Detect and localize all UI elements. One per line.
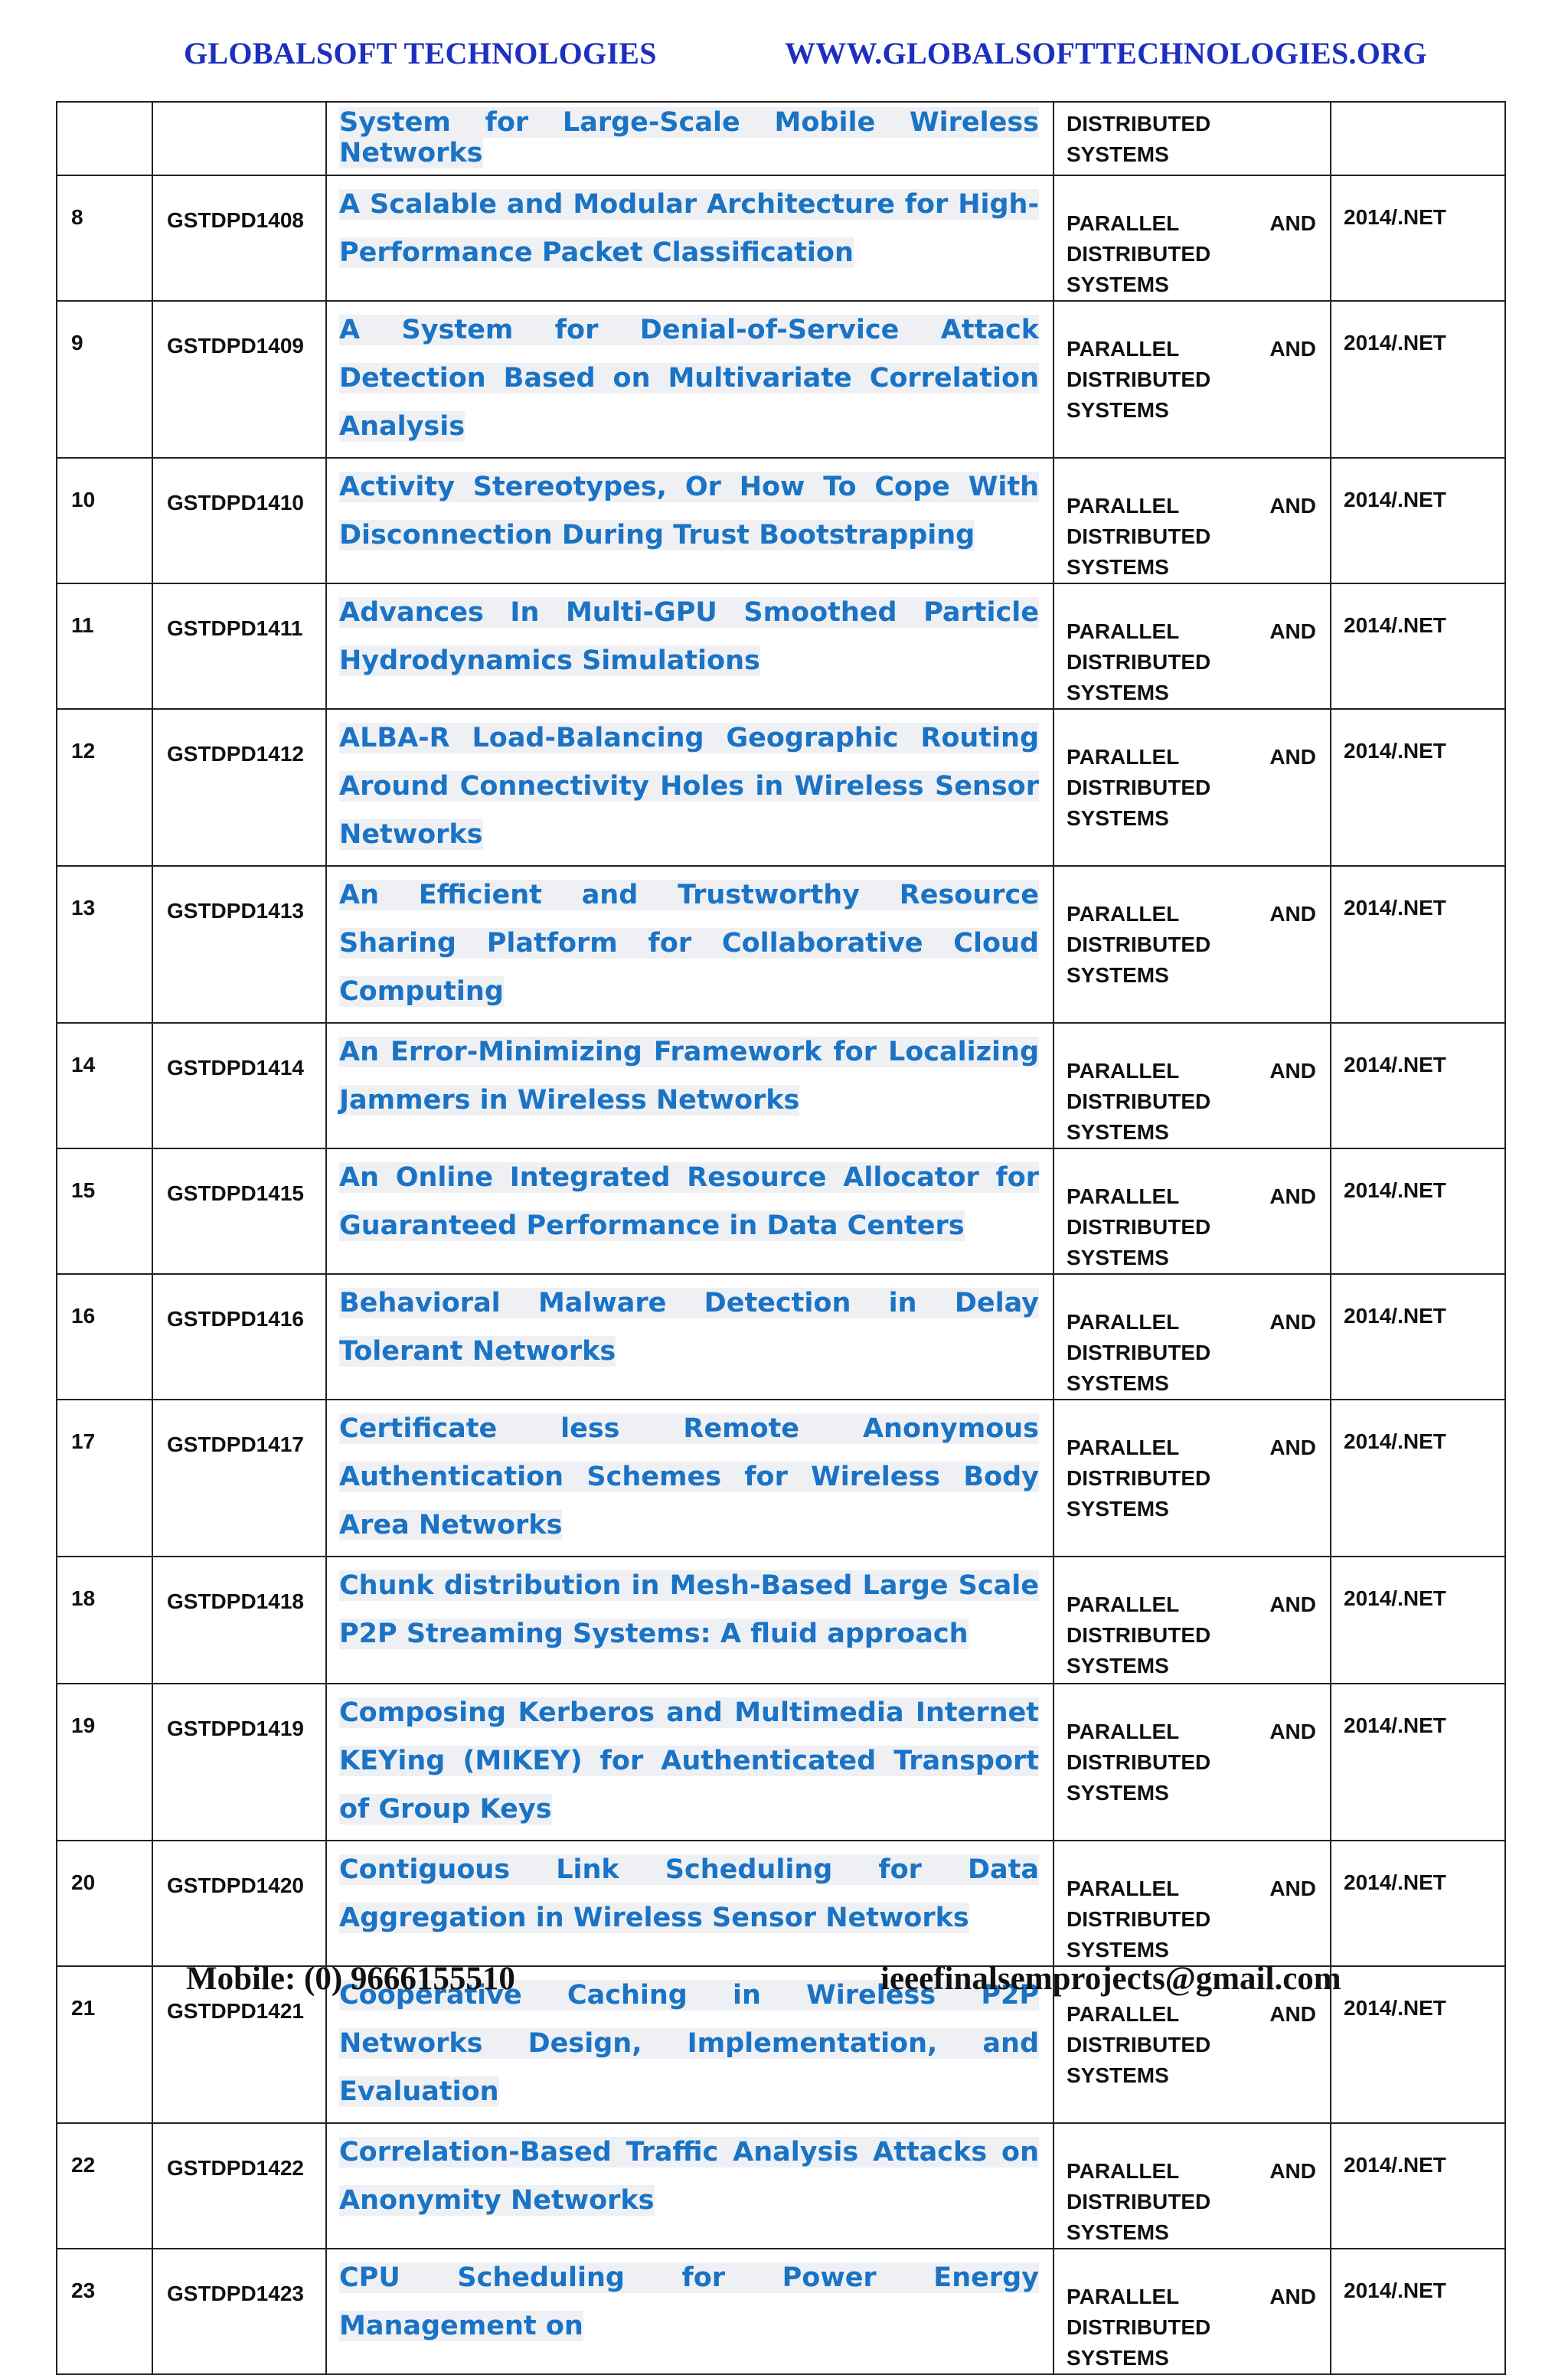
domain-word-and: AND bbox=[1269, 902, 1316, 926]
title-cell bbox=[326, 1148, 1054, 1274]
serial-cell bbox=[57, 2249, 152, 2374]
domain-word-parallel: PARALLEL bbox=[1067, 1593, 1180, 1616]
domain-word-and: AND bbox=[1269, 1720, 1316, 1743]
table-row bbox=[57, 175, 1505, 301]
project-code: GSTDPD1420 bbox=[167, 1874, 304, 1897]
domain-cell bbox=[1054, 1557, 1331, 1684]
domain-cell bbox=[1054, 1400, 1331, 1557]
year-cell bbox=[1331, 1400, 1505, 1557]
title-cell bbox=[326, 1841, 1054, 1966]
year-platform: 2014/.NET bbox=[1344, 1586, 1446, 1610]
title-cell bbox=[326, 1557, 1054, 1684]
year-cell bbox=[1331, 1684, 1505, 1841]
domain-word-parallel: PARALLEL bbox=[1067, 2159, 1180, 2183]
project-title[interactable]: An Error-Minimizing Framework for Localizing Jammers in Wireless Networks bbox=[339, 1037, 1039, 1116]
code-cell bbox=[152, 175, 326, 301]
year-cell bbox=[1331, 2123, 1505, 2249]
domain-cell bbox=[1054, 175, 1331, 301]
title-cell bbox=[326, 102, 1054, 175]
email-address[interactable]: ieeefinalsemprojects@gmail.com bbox=[880, 1961, 1341, 1997]
domain-word-parallel: PARALLEL bbox=[1067, 1436, 1180, 1459]
year-cell bbox=[1331, 301, 1505, 458]
domain-line-2: DISTRIBUTED SYSTEMS bbox=[1067, 1623, 1211, 1678]
serial-number: 22 bbox=[71, 2153, 96, 2177]
domain-word-and: AND bbox=[1269, 1310, 1316, 1334]
project-title[interactable]: Cooperative Caching in Wireless P2P Networks Design, Implementation, and Evaluation bbox=[339, 1980, 1039, 2107]
domain-line-2: DISTRIBUTED SYSTEMS bbox=[1067, 2190, 1211, 2244]
title-cell bbox=[326, 583, 1054, 709]
title-cell bbox=[326, 866, 1054, 1023]
title-cell bbox=[326, 2249, 1054, 2374]
domain-cell bbox=[1054, 1274, 1331, 1400]
domain-word-and: AND bbox=[1269, 1184, 1316, 1208]
title-cell bbox=[326, 1023, 1054, 1148]
domain-word-and: AND bbox=[1269, 1436, 1316, 1459]
project-title[interactable]: Correlation-Based Traffic Analysis Attacks on Anonymity Networks bbox=[339, 2137, 1039, 2216]
domain-line-2: DISTRIBUTED SYSTEMS bbox=[1067, 1341, 1211, 1395]
domain-line-2: DISTRIBUTED SYSTEMS bbox=[1067, 776, 1211, 830]
year-cell bbox=[1331, 583, 1505, 709]
domain-line-2: DISTRIBUTED SYSTEMS bbox=[1067, 1089, 1211, 1144]
project-code: GSTDPD1411 bbox=[167, 616, 303, 640]
project-title[interactable]: CPU Scheduling for Power Energy Management on bbox=[339, 2262, 1039, 2341]
year-platform: 2014/.NET bbox=[1344, 331, 1446, 354]
table-row bbox=[57, 583, 1505, 709]
domain-cell bbox=[1054, 709, 1331, 866]
code-cell bbox=[152, 301, 326, 458]
domain-line-2: DISTRIBUTED SYSTEMS bbox=[1067, 524, 1211, 579]
year-platform: 2014/.NET bbox=[1344, 1304, 1446, 1328]
code-cell bbox=[152, 2249, 326, 2374]
domain-cell bbox=[1054, 301, 1331, 458]
domain-word-parallel: PARALLEL bbox=[1067, 1720, 1180, 1743]
project-title[interactable]: An Online Integrated Resource Allocator for Guaranteed Performance in Data Centers bbox=[339, 1162, 1039, 1241]
domain-word-parallel: PARALLEL bbox=[1067, 619, 1180, 643]
domain-line-2: DISTRIBUTED SYSTEMS bbox=[1067, 933, 1211, 987]
mobile-number: Mobile: (0) 9666155510 bbox=[186, 1961, 515, 1997]
serial-cell bbox=[57, 1841, 152, 1966]
year-platform: 2014/.NET bbox=[1344, 613, 1446, 637]
domain-word-parallel: PARALLEL bbox=[1067, 1877, 1180, 1900]
year-platform: 2014/.NET bbox=[1344, 488, 1446, 511]
year-platform: 2014/.NET bbox=[1344, 739, 1446, 763]
table-row bbox=[57, 1148, 1505, 1274]
website-link[interactable]: WWW.GLOBALSOFTTECHNOLOGIES.ORG bbox=[785, 36, 1427, 70]
project-title[interactable]: Composing Kerberos and Multimedia Internet KEYing (MIKEY) for Authenticated Transport of Group Keys bbox=[339, 1697, 1039, 1825]
domain-line-2: DISTRIBUTED SYSTEMS bbox=[1067, 1907, 1211, 1962]
year-platform: 2014/.NET bbox=[1344, 1053, 1446, 1076]
year-cell bbox=[1331, 1023, 1505, 1148]
year-platform: 2014/.NET bbox=[1344, 1870, 1446, 1894]
serial-cell bbox=[57, 583, 152, 709]
domain-line-2: DISTRIBUTED SYSTEMS bbox=[1067, 1466, 1211, 1521]
year-cell bbox=[1331, 1841, 1505, 1966]
domain-line-2: DISTRIBUTED SYSTEMS bbox=[1067, 242, 1211, 296]
domain-word-parallel: PARALLEL bbox=[1067, 2002, 1180, 2026]
domain-word-parallel: PARALLEL bbox=[1067, 745, 1180, 769]
serial-cell bbox=[57, 458, 152, 583]
project-code: GSTDPD1415 bbox=[167, 1181, 304, 1205]
table-row bbox=[57, 1023, 1505, 1148]
domain-word-parallel: PARALLEL bbox=[1067, 211, 1180, 235]
code-cell bbox=[152, 102, 326, 175]
code-cell bbox=[152, 1274, 326, 1400]
title-cell bbox=[326, 301, 1054, 458]
serial-cell bbox=[57, 1557, 152, 1684]
year-platform: 2014/.NET bbox=[1344, 2279, 1446, 2302]
domain-text: DISTRIBUTED SYSTEMS bbox=[1067, 112, 1211, 166]
year-cell bbox=[1331, 1274, 1505, 1400]
serial-number: 14 bbox=[71, 1053, 96, 1076]
serial-cell bbox=[57, 1023, 152, 1148]
year-platform: 2014/.NET bbox=[1344, 1713, 1446, 1737]
code-cell bbox=[152, 1557, 326, 1684]
table-row bbox=[57, 2123, 1505, 2249]
title-cell bbox=[326, 1274, 1054, 1400]
serial-number: 9 bbox=[71, 331, 83, 354]
project-code: GSTDPD1408 bbox=[167, 208, 304, 232]
table-row bbox=[57, 1274, 1505, 1400]
domain-word-and: AND bbox=[1269, 1593, 1316, 1616]
code-cell bbox=[152, 1023, 326, 1148]
title-cell bbox=[326, 2123, 1054, 2249]
domain-word-and: AND bbox=[1269, 2002, 1316, 2026]
project-title[interactable]: ALBA-R Load-Balancing Geographic Routing Around Connectivity Holes in Wireless Sensor Networks bbox=[339, 723, 1039, 850]
code-cell bbox=[152, 866, 326, 1023]
domain-word-and: AND bbox=[1269, 2159, 1316, 2183]
project-code: GSTDPD1409 bbox=[167, 334, 304, 358]
project-title[interactable]: Advances In Multi-GPU Smoothed Particle Hydrodynamics Simulations bbox=[339, 597, 1039, 676]
domain-word-parallel: PARALLEL bbox=[1067, 1059, 1180, 1083]
serial-cell bbox=[57, 2123, 152, 2249]
project-code: GSTDPD1419 bbox=[167, 1717, 304, 1740]
year-platform: 2014/.NET bbox=[1344, 2153, 1446, 2177]
domain-word-parallel: PARALLEL bbox=[1067, 1184, 1180, 1208]
domain-word-and: AND bbox=[1269, 745, 1316, 769]
domain-cell bbox=[1054, 1684, 1331, 1841]
project-code: GSTDPD1416 bbox=[167, 1307, 304, 1331]
code-cell bbox=[152, 1400, 326, 1557]
domain-word-and: AND bbox=[1269, 494, 1316, 518]
serial-number: 16 bbox=[71, 1304, 96, 1328]
project-title[interactable]: A System for Denial-of-Service Attack Detection Based on Multivariate Correlation Analysis bbox=[339, 315, 1039, 442]
serial-cell bbox=[57, 175, 152, 301]
year-platform: 2014/.NET bbox=[1344, 896, 1446, 920]
code-cell bbox=[152, 583, 326, 709]
serial-cell bbox=[57, 1684, 152, 1841]
serial-cell bbox=[57, 1148, 152, 1274]
year-cell bbox=[1331, 458, 1505, 583]
domain-cell bbox=[1054, 1023, 1331, 1148]
table-row bbox=[57, 1400, 1505, 1557]
domain-word-and: AND bbox=[1269, 619, 1316, 643]
domain-word-parallel: PARALLEL bbox=[1067, 337, 1180, 361]
project-title[interactable]: Behavioral Malware Detection in Delay Tolerant Networks bbox=[339, 1288, 1039, 1367]
project-title: System for Large-Scale Mobile Wireless Networks bbox=[339, 107, 1039, 168]
domain-word-parallel: PARALLEL bbox=[1067, 1310, 1180, 1334]
domain-word-and: AND bbox=[1269, 2285, 1316, 2308]
year-cell bbox=[1331, 866, 1505, 1023]
domain-word-parallel: PARALLEL bbox=[1067, 902, 1180, 926]
table-row bbox=[57, 301, 1505, 458]
domain-cell bbox=[1054, 583, 1331, 709]
project-title[interactable]: Contiguous Link Scheduling for Data Aggregation in Wireless Sensor Networks bbox=[339, 1854, 1039, 1933]
serial-number: 12 bbox=[71, 739, 96, 763]
table-row bbox=[57, 1841, 1505, 1966]
project-code: GSTDPD1413 bbox=[167, 899, 304, 923]
project-code: GSTDPD1414 bbox=[167, 1056, 304, 1080]
page-footer bbox=[0, 1960, 1568, 2006]
serial-cell bbox=[57, 301, 152, 458]
code-cell bbox=[152, 1684, 326, 1841]
domain-cell bbox=[1054, 2123, 1331, 2249]
table-row bbox=[57, 866, 1505, 1023]
year-cell bbox=[1331, 1148, 1505, 1274]
table-row bbox=[57, 709, 1505, 866]
domain-word-and: AND bbox=[1269, 211, 1316, 235]
project-code: GSTDPD1412 bbox=[167, 742, 304, 766]
serial-number: 19 bbox=[71, 1713, 96, 1737]
project-code: GSTDPD1410 bbox=[167, 491, 304, 515]
code-cell bbox=[152, 1841, 326, 1966]
serial-number: 8 bbox=[71, 205, 83, 229]
domain-line-2: DISTRIBUTED SYSTEMS bbox=[1067, 2033, 1211, 2087]
domain-cell bbox=[1054, 458, 1331, 583]
serial-number: 13 bbox=[71, 896, 96, 920]
code-cell bbox=[152, 458, 326, 583]
domain-cell bbox=[1054, 102, 1331, 175]
year-cell bbox=[1331, 709, 1505, 866]
serial-number: 23 bbox=[71, 2279, 96, 2302]
serial-number: 18 bbox=[71, 1586, 96, 1610]
project-title[interactable]: A Scalable and Modular Architecture for High-Performance Packet Classification bbox=[339, 189, 1039, 268]
table-row-continued bbox=[57, 102, 1505, 175]
domain-line-2: DISTRIBUTED SYSTEMS bbox=[1067, 368, 1211, 422]
table-row bbox=[57, 2249, 1505, 2374]
domain-line-2: DISTRIBUTED SYSTEMS bbox=[1067, 2315, 1211, 2370]
projects-table bbox=[56, 101, 1506, 2375]
title-cell bbox=[326, 709, 1054, 866]
year-cell bbox=[1331, 1557, 1505, 1684]
company-name: GLOBALSOFT TECHNOLOGIES bbox=[184, 36, 657, 70]
code-cell bbox=[152, 1148, 326, 1274]
serial-number: 15 bbox=[71, 1178, 96, 1202]
domain-cell bbox=[1054, 1148, 1331, 1274]
table-row bbox=[57, 1684, 1505, 1841]
code-cell bbox=[152, 709, 326, 866]
serial-cell bbox=[57, 709, 152, 866]
domain-line-2: DISTRIBUTED SYSTEMS bbox=[1067, 1215, 1211, 1269]
serial-cell bbox=[57, 866, 152, 1023]
title-cell bbox=[326, 458, 1054, 583]
serial-cell bbox=[57, 102, 152, 175]
domain-word-and: AND bbox=[1269, 337, 1316, 361]
serial-number: 17 bbox=[71, 1429, 96, 1453]
project-title[interactable]: Activity Stereotypes, Or How To Cope With Disconnection During Trust Bootstrapping bbox=[339, 472, 1039, 550]
serial-number: 10 bbox=[71, 488, 96, 511]
project-code: GSTDPD1422 bbox=[167, 2156, 304, 2180]
project-title[interactable]: Certificate less Remote Anonymous Authentication Schemes for Wireless Body Area Networks bbox=[339, 1413, 1039, 1540]
domain-word-parallel: PARALLEL bbox=[1067, 494, 1180, 518]
page-header bbox=[0, 31, 1568, 77]
domain-word-parallel: PARALLEL bbox=[1067, 2285, 1180, 2308]
year-platform: 2014/.NET bbox=[1344, 205, 1446, 229]
year-cell bbox=[1331, 102, 1505, 175]
domain-line-2: DISTRIBUTED SYSTEMS bbox=[1067, 650, 1211, 704]
project-code: GSTDPD1423 bbox=[167, 2282, 304, 2305]
serial-cell bbox=[57, 1274, 152, 1400]
project-title[interactable]: An Efficient and Trustworthy Resource Sharing Platform for Collaborative Cloud Computing bbox=[339, 880, 1039, 1007]
serial-number: 11 bbox=[71, 613, 94, 637]
project-code: GSTDPD1421 bbox=[167, 1999, 304, 2023]
year-cell bbox=[1331, 175, 1505, 301]
domain-word-and: AND bbox=[1269, 1877, 1316, 1900]
year-platform: 2014/.NET bbox=[1344, 1178, 1446, 1202]
year-platform: 2014/.NET bbox=[1344, 1429, 1446, 1453]
domain-line-2: DISTRIBUTED SYSTEMS bbox=[1067, 1750, 1211, 1805]
title-cell bbox=[326, 1684, 1054, 1841]
domain-cell bbox=[1054, 866, 1331, 1023]
table-row bbox=[57, 1557, 1505, 1684]
title-cell bbox=[326, 175, 1054, 301]
domain-cell bbox=[1054, 1841, 1331, 1966]
domain-cell bbox=[1054, 2249, 1331, 2374]
serial-cell bbox=[57, 1400, 152, 1557]
domain-word-and: AND bbox=[1269, 1059, 1316, 1083]
project-code: GSTDPD1418 bbox=[167, 1589, 304, 1613]
serial-number: 21 bbox=[71, 1996, 96, 2020]
year-cell bbox=[1331, 2249, 1505, 2374]
project-title[interactable]: Chunk distribution in Mesh-Based Large Scale P2P Streaming Systems: A fluid approach bbox=[339, 1570, 1039, 1649]
year-platform: 2014/.NET bbox=[1344, 1996, 1446, 2020]
code-cell bbox=[152, 2123, 326, 2249]
project-code: GSTDPD1417 bbox=[167, 1433, 304, 1456]
serial-number: 20 bbox=[71, 1870, 96, 1894]
table-row bbox=[57, 458, 1505, 583]
title-cell bbox=[326, 1400, 1054, 1557]
